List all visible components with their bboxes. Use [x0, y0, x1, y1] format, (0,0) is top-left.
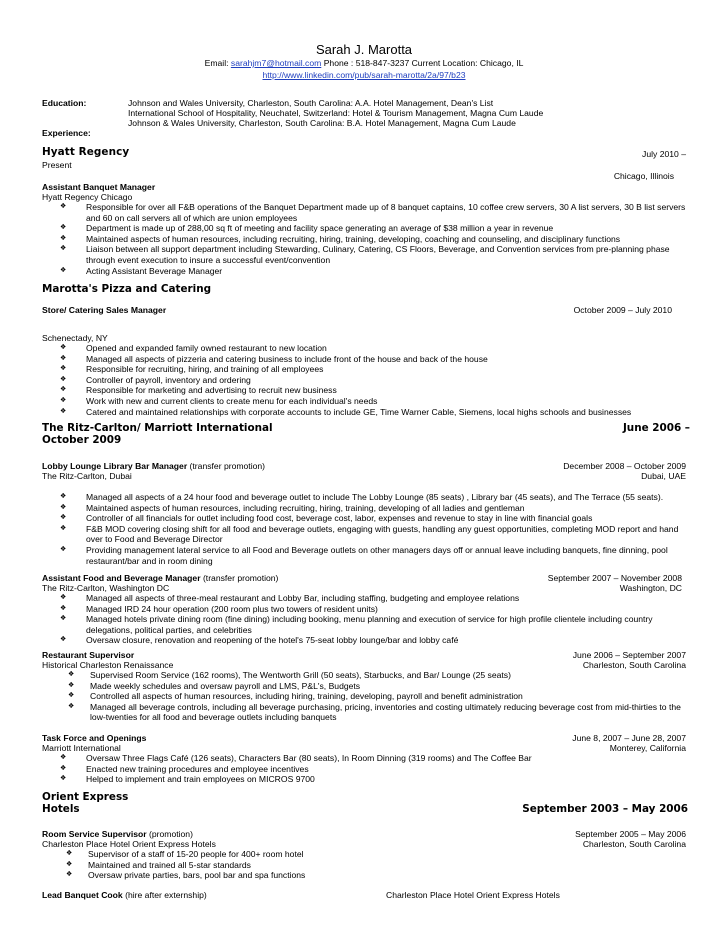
bullet-text: Oversaw closure, renovation and reopening of the hotel's 75-seat lobby lounge/bar and lobby café	[86, 635, 459, 646]
hyatt-company: Hyatt Regency	[42, 146, 130, 158]
room-title: Room Service Supervisor	[42, 829, 147, 839]
diamond-bullet-icon: ❖	[60, 396, 67, 404]
supervisor-dates: June 2006 – September 2007	[572, 650, 686, 660]
asst-title-line	[42, 573, 278, 584]
bullet-text: Managed all aspects of pizzeria and catering business to include front of the house and back of the house	[86, 353, 488, 364]
taskforce-location: Monterey, California	[609, 743, 686, 753]
diamond-bullet-icon: ❖	[60, 604, 67, 612]
diamond-bullet-icon: ❖	[60, 775, 67, 783]
diamond-bullet-icon: ❖	[60, 354, 67, 362]
list-item	[66, 860, 688, 871]
diamond-bullet-icon: ❖	[60, 365, 67, 373]
room-title-line	[42, 829, 193, 840]
list-item	[60, 407, 688, 418]
bullet-text: Maintained aspects of human resources, including recruiting, hiring, training, developing, coaching and counseling, and disciplinary functions	[86, 233, 621, 244]
list-item	[60, 764, 688, 775]
bullet-text: Responsible for recruiting, hiring, and training of all employees	[86, 364, 324, 375]
list-item	[60, 202, 688, 223]
room-location: Charleston, South Carolina	[582, 839, 686, 849]
taskforce-title: Task Force and Openings	[42, 733, 147, 743]
lobby-title-line	[42, 461, 265, 472]
diamond-bullet-icon: ❖	[60, 503, 67, 511]
list-item	[66, 870, 688, 881]
bullet-text: Maintained aspects of human resources, including recruiting, hiring, training, developing of all ladies and gentleman	[86, 502, 525, 513]
bullet-text: Controlled all aspects of human resources, including hiring, training, developing, payroll and benefit administration	[90, 691, 523, 702]
linkedin-line	[0, 70, 728, 81]
diamond-bullet-icon: ❖	[60, 407, 67, 415]
taskforce-dates: June 8, 2007 – June 28, 2007	[572, 733, 686, 743]
banquet-note: (hire after externship)	[122, 890, 207, 900]
bullet-text: Made weekly schedules and oversaw payroll and LMS, P&L's, Budgets	[90, 680, 361, 691]
bullet-text: Department is made up of 288,00 sq ft of meeting and facility space generating an average of $38 million a year in revenue	[86, 223, 554, 234]
bullet-text: Responsible for over all F&B operations of the Banquet Department made up of 8 banquet captains, 10 coffee crew servers, 30 A list servers, 30 B list servers and 60 on call servers all of which are union employees	[86, 202, 686, 223]
hyatt-dates: July 2010 –	[642, 149, 686, 159]
hyatt-location: Chicago, Illinois	[613, 171, 674, 181]
education-label: Education:	[42, 98, 87, 108]
diamond-bullet-icon: ❖	[68, 692, 75, 700]
list-item	[60, 604, 688, 615]
asst-dates: September 2007 – November 2008	[547, 573, 682, 583]
diamond-bullet-icon: ❖	[60, 234, 67, 242]
supervisor-subtitle: Historical Charleston Renaissance	[42, 660, 174, 670]
diamond-bullet-icon: ❖	[60, 615, 67, 623]
contact-line	[0, 58, 728, 69]
orient-company: Orient Express	[42, 791, 129, 803]
bullet-text: Oversaw Three Flags Café (126 seats), Characters Bar (80 seats), In Room Dinning (319 rooms) and The Coffee Bar	[86, 753, 532, 763]
marotta-company: Marotta's Pizza and Catering	[42, 283, 212, 295]
list-item	[68, 702, 688, 723]
hyatt-bullets	[60, 202, 688, 276]
ritz-company: The Ritz-Carlton/ Marriott International	[42, 422, 273, 434]
bullet-text: Enacted new training procedures and employee incentives	[86, 763, 309, 774]
asst-location: Washington, DC	[619, 583, 682, 593]
diamond-bullet-icon: ❖	[60, 493, 67, 500]
ritz-dates: June 2006 –	[622, 422, 690, 434]
asst-subtitle: The Ritz-Carlton, Washington DC	[42, 583, 170, 593]
marotta-dates: October 2009 – July 2010	[573, 305, 672, 315]
list-item	[68, 681, 688, 692]
diamond-bullet-icon: ❖	[66, 860, 73, 868]
diamond-bullet-icon: ❖	[60, 636, 67, 644]
supervisor-title: Restaurant Supervisor	[42, 650, 135, 660]
diamond-bullet-icon: ❖	[60, 266, 67, 274]
marotta-bullets	[60, 343, 688, 417]
bullet-text: Supervisor of a staff of 15-20 people for 400+ room hotel	[88, 849, 304, 859]
lobby-location: Dubai, UAE	[641, 471, 686, 481]
list-item	[60, 244, 688, 265]
bullet-text: Responsible for marketing and advertising to recruit new business	[86, 385, 337, 396]
list-item	[60, 343, 688, 354]
list-item	[60, 753, 688, 764]
list-item	[60, 354, 688, 365]
asst-bullets	[60, 593, 688, 646]
bullet-text: Liaison between all support department including Stewarding, Culinary, Catering, CS Floors, Beverage, and Convention services from pre-planning phase through event execution to insure a successful event/convention	[86, 244, 670, 265]
list-item	[68, 691, 688, 702]
diamond-bullet-icon: ❖	[68, 681, 75, 689]
hyatt-subtitle: Hyatt Regency Chicago	[42, 192, 133, 202]
list-item	[60, 385, 688, 396]
bullet-text: Controller of all financials for outlet including food cost, beverage cost, labor, expenses and revenue to stay in line with financial goals	[86, 513, 593, 524]
email-link[interactable]: sarahjm7@hotmail.com	[230, 58, 322, 68]
banquet-hotel: Charleston Place Hotel Orient Express Hotels	[386, 890, 560, 900]
orient-dates: September 2003 – May 2006	[522, 803, 688, 815]
bullet-text: Supervised Room Service (162 rooms), The Wentworth Grill (50 seats), Starbucks, and Bar/ Lounge (25 seats)	[90, 670, 511, 680]
ritz-dates-cont: October 2009	[42, 434, 122, 446]
resume-name: Sarah J. Marotta	[315, 42, 413, 57]
hyatt-present: Present	[42, 160, 72, 170]
diamond-bullet-icon: ❖	[60, 375, 67, 383]
bullet-text: Managed all beverage controls, including all beverage purchasing, pricing, inventories and costing ultimately reducing beverage cost from mid-thirties to the low-twenties for all food and beverage outlets including banquets	[90, 701, 681, 723]
list-item	[60, 513, 688, 524]
bullet-text: Managed all aspects of three-meal restaurant and Lobby Bar, including staffing, budgeting and employee relations	[86, 593, 520, 603]
taskforce-subtitle: Marriott International	[42, 743, 121, 753]
lobby-dates: December 2008 – October 2009	[563, 461, 686, 471]
linkedin-link[interactable]: http://www.linkedin.com/pub/sarah-marotta/2a/97/b23	[262, 70, 466, 80]
diamond-bullet-icon: ❖	[60, 344, 67, 351]
bullet-text: Managed all aspects of a 24 hour food and beverage outlet to include The Lobby Lounge (85 seats) , Library bar (45 seats), and The Terrace (55 seats).	[86, 492, 664, 502]
list-item	[60, 614, 688, 635]
diamond-bullet-icon: ❖	[60, 224, 67, 232]
list-item	[60, 545, 688, 566]
banquet-title-line	[42, 890, 207, 901]
diamond-bullet-icon: ❖	[60, 524, 67, 532]
bullet-text: Managed IRD 24 hour operation (200 room plus two towers of resident units)	[86, 603, 378, 614]
list-item	[60, 375, 688, 386]
list-item	[60, 234, 688, 245]
list-item	[60, 593, 688, 604]
experience-label: Experience:	[42, 128, 91, 138]
list-item	[60, 635, 688, 646]
list-item	[60, 266, 688, 277]
asst-title: Assistant Food and Beverage Manager	[42, 573, 201, 583]
list-item	[60, 223, 688, 234]
supervisor-location: Charleston, South Carolina	[582, 660, 686, 670]
room-note: (promotion)	[146, 829, 193, 839]
bullet-text: Opened and expanded family owned restaurant to new location	[86, 343, 327, 353]
banquet-title: Lead Banquet Cook	[42, 890, 123, 900]
bullet-text: Helped to implement and train employees on MICROS 9700	[86, 774, 315, 785]
asst-note: (transfer promotion)	[200, 573, 279, 583]
bullet-text: Work with new and current clients to create menu for each individual's needs	[86, 395, 378, 406]
email-label: Email:	[204, 58, 229, 68]
taskforce-bullets	[60, 753, 688, 785]
bullet-text: Catered and maintained relationships with corporate accounts to include GE, Time Warner Cable, Siemens, local highs schools and businesses	[86, 406, 632, 417]
education-line-1: Johnson and Wales University, Charleston, South Carolina: A.A. Hotel Management, Dean's List	[128, 98, 494, 108]
diamond-bullet-icon: ❖	[68, 671, 75, 678]
diamond-bullet-icon: ❖	[60, 514, 67, 522]
list-item	[60, 524, 688, 545]
lobby-note: (transfer promotion)	[187, 461, 266, 471]
lobby-subtitle: The Ritz-Carlton, Dubai	[42, 471, 132, 481]
diamond-bullet-icon: ❖	[60, 203, 67, 210]
lobby-bullets	[60, 492, 688, 566]
phone-location: Phone : 518-847-3237 Current Location: Chicago, IL	[323, 58, 524, 68]
lobby-title: Lobby Lounge Library Bar Manager	[42, 461, 188, 471]
bullet-text: Maintained and trained all 5-star standards	[88, 859, 251, 870]
room-bullets	[66, 849, 688, 881]
diamond-bullet-icon: ❖	[60, 594, 67, 601]
list-item	[66, 849, 688, 860]
diamond-bullet-icon: ❖	[60, 245, 67, 253]
list-item	[60, 492, 688, 503]
list-item	[60, 503, 688, 514]
diamond-bullet-icon: ❖	[66, 850, 73, 857]
education-line-2: International School of Hospitality, Neuchatel, Switzerland: Hotel & Tourism Management, Magna Cum Laude	[128, 108, 544, 118]
supervisor-bullets	[68, 670, 688, 723]
room-subtitle: Charleston Place Hotel Orient Express Hotels	[42, 839, 216, 849]
list-item	[60, 774, 688, 785]
education-line-3: Johnson & Wales University, Charleston, South Carolina: B.A. Hotel Management, Magna Cum Laude	[128, 118, 516, 128]
orient-company-2: Hotels	[42, 803, 80, 815]
diamond-bullet-icon: ❖	[68, 702, 75, 710]
bullet-text: Oversaw private parties, bars, pool bar and spa functions	[88, 870, 306, 881]
hyatt-title: Assistant Banquet Manager	[42, 182, 156, 192]
list-item	[60, 364, 688, 375]
diamond-bullet-icon: ❖	[60, 545, 67, 553]
list-item	[60, 396, 688, 407]
diamond-bullet-icon: ❖	[60, 764, 67, 772]
diamond-bullet-icon: ❖	[60, 386, 67, 394]
bullet-text: Providing management lateral service to all Food and Beverage outlets on other managers days off or annual leave including banquets, fine dinning, pool restaurant/bar and in room dining	[86, 544, 668, 566]
bullet-text: F&B MOD covering closing shift for all food and beverage outlets, engaging with guests, handling any guest opportunities, completing MOD report and hand over to Food and Beverage Director	[86, 523, 679, 545]
room-dates: September 2005 – May 2006	[575, 829, 686, 839]
bullet-text: Acting Assistant Beverage Manager	[86, 265, 223, 276]
diamond-bullet-icon: ❖	[60, 754, 67, 761]
marotta-title: Store/ Catering Sales Manager	[42, 305, 167, 315]
list-item	[68, 670, 688, 681]
bullet-text: Managed hotels private dining room (fine dining) including booking, menu planning and execution of service for high profile clientele including country delegations, political parties, and celebrities	[86, 614, 653, 635]
bullet-text: Controller of payroll, inventory and ordering	[86, 374, 251, 385]
marotta-location: Schenectady, NY	[42, 333, 108, 343]
diamond-bullet-icon: ❖	[66, 871, 73, 879]
